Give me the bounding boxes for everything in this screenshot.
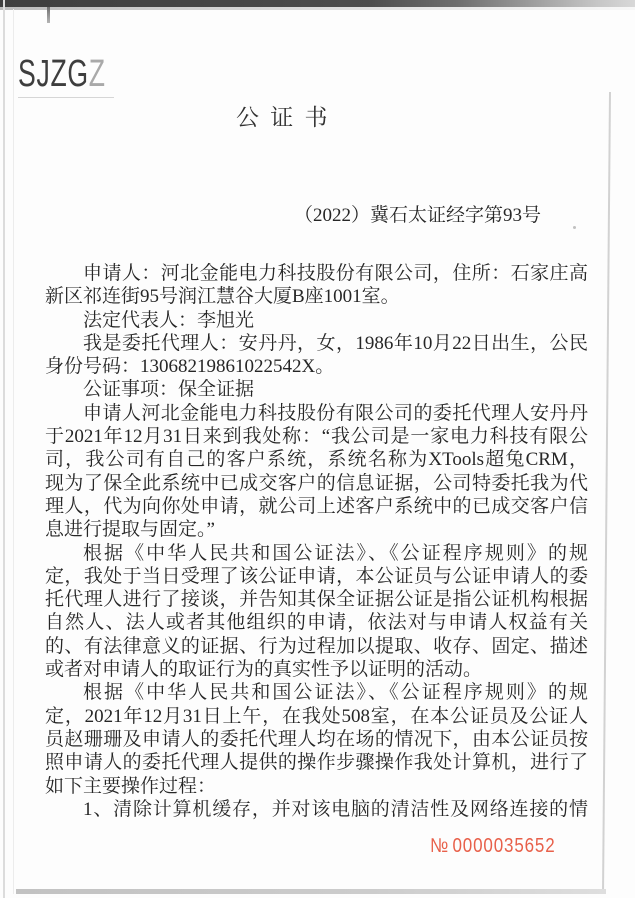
stamp-code-underline xyxy=(18,97,114,98)
stamp-code-main: SJZG xyxy=(18,53,89,95)
scan-speck xyxy=(573,226,576,229)
body-line: 我是委托代理人：安丹丹，女，1986年10月22日出生，公民 xyxy=(83,332,588,354)
body-line: 身份号码：13068219861022542X。 xyxy=(45,356,335,378)
body-line: 1、清除计算机缓存，并对该电脑的清洁性及网络连接的情 xyxy=(83,798,588,820)
body-line: 申请人河北金能电力科技股份有限公司的委托代理人安丹丹 xyxy=(83,402,588,424)
document-body xyxy=(45,262,588,821)
body-line: 根据《中华人民共和国公证法》、《公证程序规则》的规 xyxy=(83,542,588,564)
paper-left-edge xyxy=(13,9,14,894)
body-line: 自然人、法人或者其他组织的申请，依法对与申请人权益有关 xyxy=(45,612,588,634)
scan-top-edge xyxy=(0,0,635,7)
body-line: 法定代表人：李旭光 xyxy=(83,309,255,331)
scan-top-edge-shadow xyxy=(0,7,635,10)
scan-left-edge xyxy=(3,0,5,898)
body-line: 照申请人的委托代理人提供的操作步骤操作我处计算机，进行了 xyxy=(45,752,588,774)
body-line: 根据《中华人民共和国公证法》、《公证程序规则》的规 xyxy=(83,682,588,704)
body-line: 申请人：河北金能电力科技股份有限公司，住所：石家庄高 xyxy=(83,263,588,284)
numero-sign: № xyxy=(430,835,450,857)
case-number: （2022）冀石太证经字第93号 xyxy=(294,205,542,226)
body-line: 托代理人进行了接谈，并告知其保全证据公证是指公证机构根据 xyxy=(45,589,588,611)
body-line: 如下主要操作过程： xyxy=(45,775,217,797)
scan-corner-mark xyxy=(47,7,50,23)
body-line: 现为了保全此系统中已成交客户的信息证据，公司特委托我为代 xyxy=(45,472,588,494)
body-line: 理人，代为向你处申请，就公司上述客户系统中的已成交客户信 xyxy=(45,495,588,517)
body-line: 的、有法律意义的证据、行为过程加以提取、收存、固定、描述 xyxy=(45,635,588,657)
body-line: 于2021年12月31日来到我处称：“我公司是一家电力科技有限公 xyxy=(45,426,588,448)
body-line: 定，我处于当日受理了该公证申请，本公证员与公证申请人的委 xyxy=(45,565,588,587)
paper-bottom-edge xyxy=(16,889,606,894)
body-line: 员赵珊珊及申请人的委托代理人均在场的情况下，由本公证员按 xyxy=(45,728,588,750)
serial-number: 0000035652 xyxy=(452,835,556,857)
body-line: 或者对申请人的取证行为的真实性予以证明的活动。 xyxy=(45,659,483,681)
body-line: 公证事项：保全证据 xyxy=(83,379,255,401)
document-title: 公 证 书 xyxy=(236,105,331,130)
stamp-code-tail: Z xyxy=(88,53,106,95)
serial-number-stamp xyxy=(430,835,556,857)
body-line: 息进行提取与固定。” xyxy=(45,519,215,541)
body-line: 司，我公司有自己的客户系统，系统名称为XTools超兔CRM， xyxy=(45,449,588,471)
paper-right-edge xyxy=(602,92,611,892)
stamp-code xyxy=(18,52,106,96)
body-line: 新区祁连街95号润江慧谷大厦B座1001室。 xyxy=(45,286,400,308)
body-line: 定，2021年12月31日上午，在我处508室，在本公证员及公证人 xyxy=(45,705,588,727)
